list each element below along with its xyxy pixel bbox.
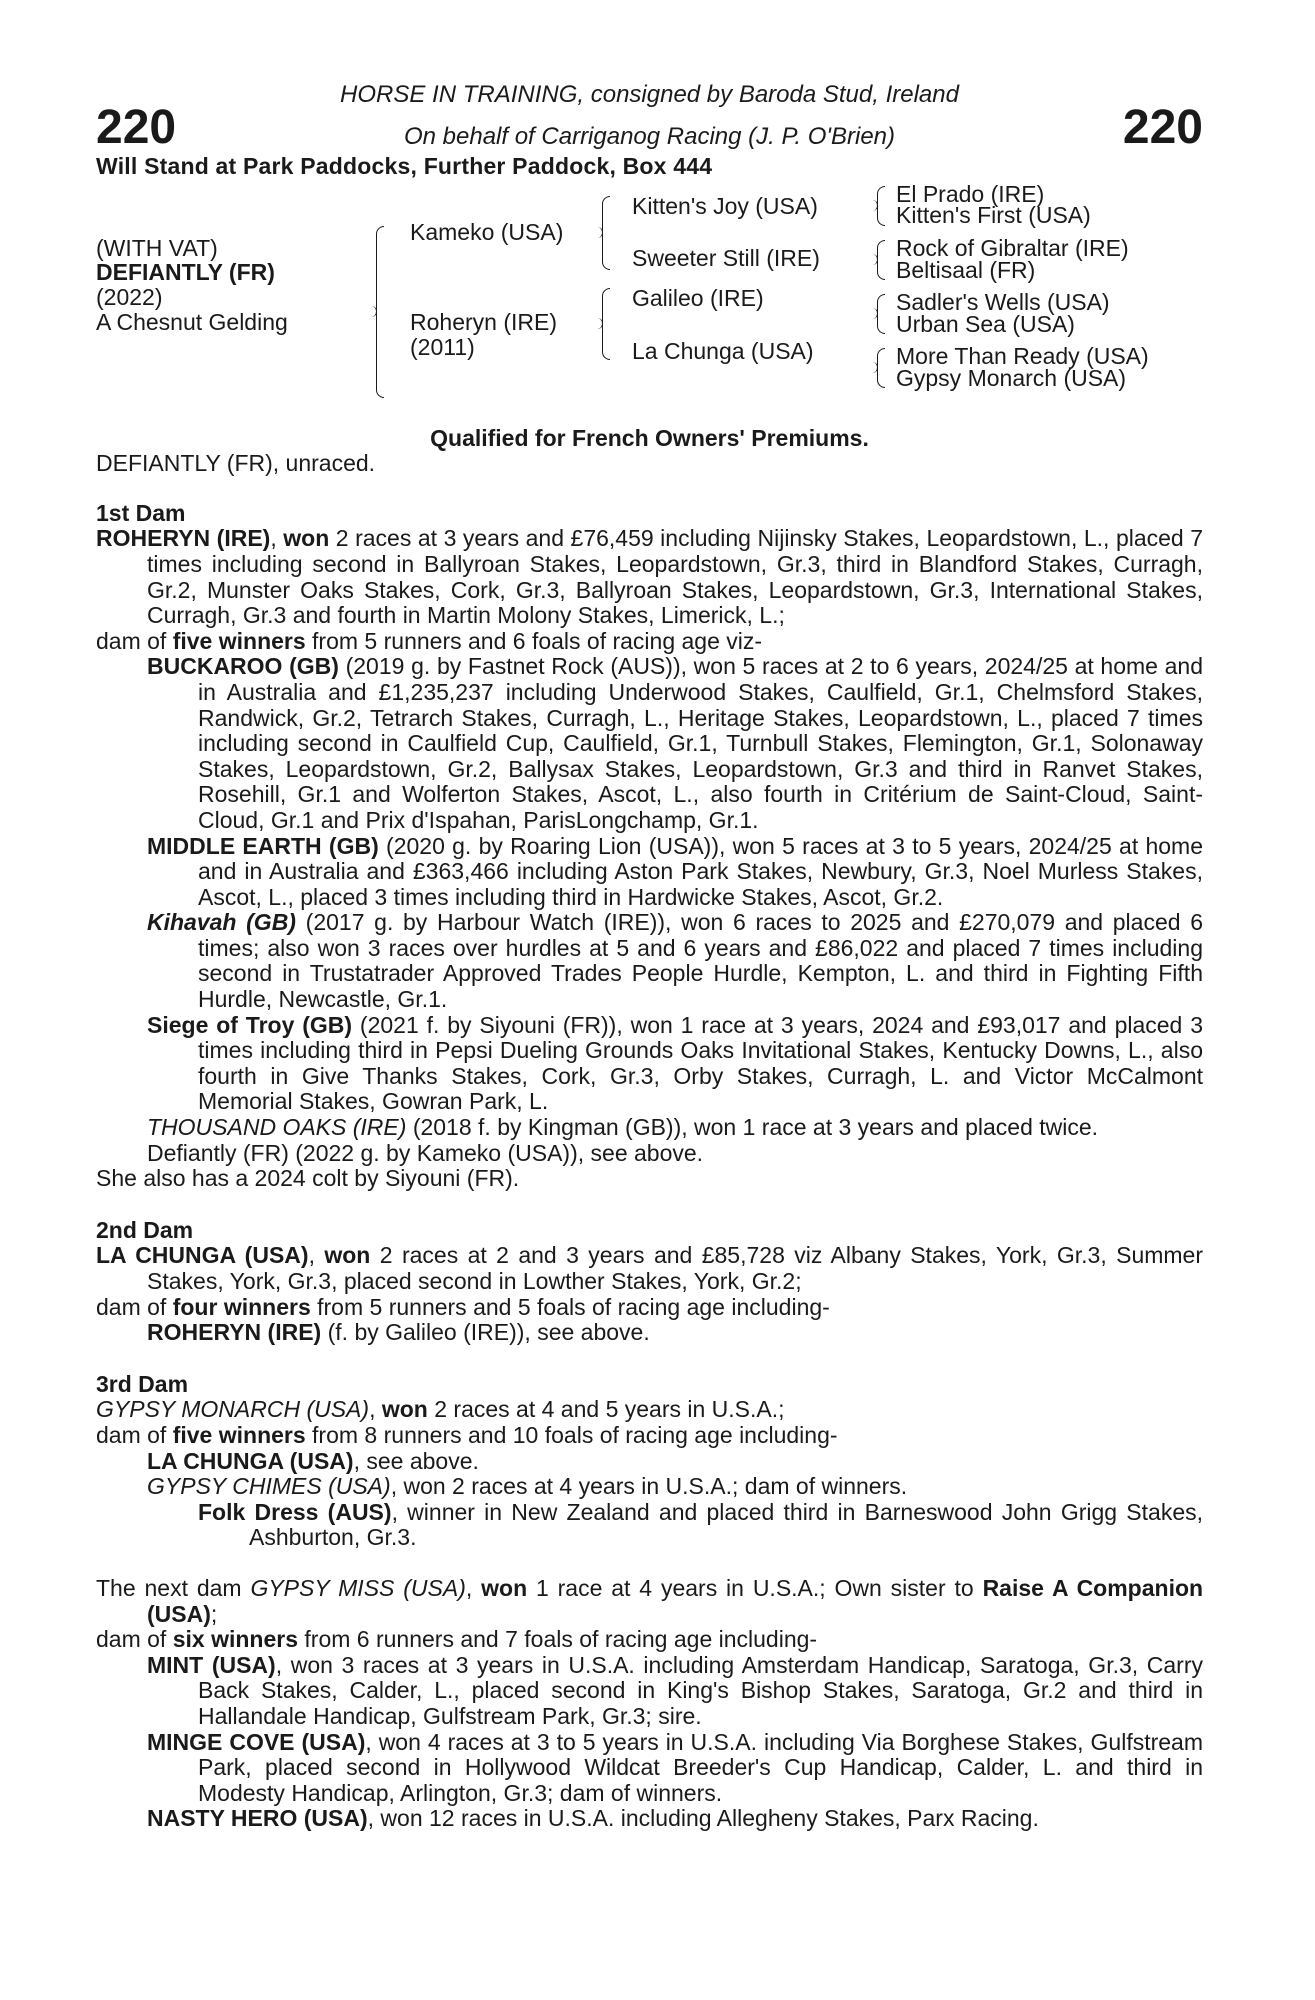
second-dam-record: LA CHUNGA (USA), won 2 races at 2 and 3 years and £85,728 viz Albany Stakes, York, Gr.3, Summer Stakes, York, Gr.3, placed second in Lowther Stakes, York, Gr.2; <box>96 1242 1204 1294</box>
catalogue-page <box>96 80 1203 1832</box>
runners-text: from 6 runners and 7 foals of racing age including- <box>304 1626 818 1653</box>
dam-year: (2011) <box>410 333 475 360</box>
progeny-text: (f. by Galileo (IRE)), see above. <box>327 1319 650 1346</box>
runners-text: from 5 runners and 5 foals of racing age including- <box>317 1293 830 1320</box>
progeny-text: , won 4 races at 3 to 5 years in U.S.A. including Via Borghese Stakes, Gulfstream Park, placed second in Hollywood Wildcat Breeder's Cup Handicap, Calder, L. and third in Modesty Handicap, Arlington, Gr.3; dam of winners. <box>198 1728 1203 1806</box>
progeny-entry <box>96 1449 1203 1475</box>
progeny-name: Siege of Troy (GB) <box>147 1011 353 1038</box>
ss-brace <box>877 186 885 226</box>
first-dam-record: ROHERYN (IRE), won 2 races at 3 years and £76,459 including Nijinsky Stakes, Leopardstown, L., placed 7 times including second in Ballyroan Stakes, Leopardstown, Gr.3, third in Blandford Stakes, Curragh, Gr.2, Munster Oaks Stakes, Cork, Gr.3, Ballyroan Stakes, Leopardstown, Gr.3, International Stakes, Curragh, Gr.3 and fourth in Martin Molony Stakes, Limerick, L.; <box>96 525 1204 629</box>
progeny-text: (2018 f. by Kingman (GB)), won 1 race at 3 years and placed twice. <box>412 1114 1099 1141</box>
won-label: won <box>324 1242 371 1269</box>
next-dam-name: GYPSY MISS (USA) <box>250 1574 466 1601</box>
sire-sire-sire: El Prado (IRE) <box>896 180 1045 207</box>
progeny-name: Folk Dress (AUS) <box>198 1498 392 1525</box>
behalf-line: On behalf of Carriganog Racing (J. P. O'Brien) <box>403 123 896 150</box>
won-label: won <box>283 525 330 552</box>
horse-year: (2022) <box>96 283 163 310</box>
first-dam-note: She also has a 2024 colt by Siyouni (FR). <box>96 1165 520 1192</box>
progeny-entry <box>96 1474 1203 1500</box>
progeny-name: MIDDLE EARTH (GB) <box>147 832 379 859</box>
progeny-text: (2019 g. by Fastnet Rock (AUS)), won 5 races at 2 to 6 years, 2024/25 at home and in Australia and £1,235,237 including Underwood Stakes, Caulfield, Gr.1, Chelmsford Stakes, Randwick, Gr.2, Tetrarch Stakes, Curragh, L., Heritage Stakes, Leopardstown, L., placed 7 times including second in Caulfield Cup, Caulfield, Gr.1, Turnbull Stakes, Flemington, Gr.1, Solonaway Stakes, Leopardstown, Gr.2, Ballysax Stakes, Leopardstown, Gr.3 and third in Ranvet Stakes, Rosehill, Gr.1 and Wolferton Stakes, Ascot, L., also fourth in Critérium de Saint-Cloud, Saint-Cloud, Gr.1 and Prix d'Ispahan, ParisLongchamp, Gr.1. <box>198 653 1204 833</box>
next-dam-text: 1 race at 4 years in U.S.A.; Own sister to <box>536 1574 974 1601</box>
horse-description: A Chesnut Gelding <box>96 308 288 335</box>
progeny-text: (2017 g. by Harbour Watch (IRE)), won 6 races to 2025 and £270,079 and placed 6 times; also won 3 races over hurdles at 5 and 6 years and £86,022 and placed 7 times including second in Trustatrader Approved Trades People Hurdle, Kempton, L. and third in Fighting Fifth Hurdle, Newcastle, Gr.1. <box>198 909 1204 1013</box>
progeny-name: GYPSY CHIMES (USA) <box>147 1473 391 1500</box>
progeny-name: NASTY HERO (USA) <box>147 1805 368 1832</box>
next-dam-produce <box>96 1627 1203 1653</box>
progeny-name: Kihavah (GB) <box>147 909 296 936</box>
runners-text: from 5 runners and 6 foals of racing age viz- <box>312 627 763 654</box>
grand-progeny-entry <box>96 1500 1203 1551</box>
dam-dam: La Chunga (USA) <box>632 337 814 364</box>
vat-label: (WITH VAT) <box>96 234 218 261</box>
progeny-name: Defiantly (FR) <box>147 1139 289 1166</box>
first-dam-text: 2 races at 3 years and £76,459 including Nijinsky Stakes, Leopardstown, L., placed 7 times including second in Ballyroan Stakes, Leopardstown, Gr.3, third in Blandford Stakes, Curragh, Gr.2, Munster Oaks Stakes, Cork, Gr.3, Ballyroan Stakes, Leopardstown, Gr.3, International Stakes, Curragh, Gr.3 and fourth in Martin Molony Stakes, Limerick, L.; <box>147 525 1204 629</box>
winners-count: five winners <box>172 627 306 654</box>
sire-dam-sire: Rock of Gibraltar (IRE) <box>896 234 1129 261</box>
dam-parents-brace <box>602 288 610 360</box>
dam-sire-sire: Sadler's Wells (USA) <box>896 288 1110 315</box>
won-label: won <box>481 1574 528 1601</box>
won-label: won <box>381 1396 428 1423</box>
progeny-text: , won 12 races in U.S.A. including Allegheny Stakes, Parx Racing. <box>367 1805 1039 1832</box>
progeny-name: MINT (USA) <box>147 1651 276 1678</box>
sire-sire: Kitten's Joy (USA) <box>632 192 818 219</box>
progeny-text: , winner in New Zealand and placed third in Barneswood John Grigg Stakes, Ashburton, Gr.3. <box>249 1498 1204 1551</box>
third-dam-text: 2 races at 4 and 5 years in U.S.A.; <box>434 1396 785 1423</box>
progeny-entry <box>96 1115 1203 1141</box>
dam-of-label: dam of <box>96 1626 167 1653</box>
progeny-text: (2021 f. by Siyouni (FR)), won 1 race at 3 years, 2024 and £93,017 and placed 3 times including third in Pepsi Dueling Grounds Oaks Invitational Stakes, Kentucky Downs, L., also fourth in Give Thanks Stakes, Cork, Gr.3, Orby Stakes, Curragh, L. and Victor McCalmont Memorial Stakes, Gowran Park, L. <box>198 1011 1204 1115</box>
progeny-entry <box>96 654 1203 833</box>
progeny-entry <box>96 1806 1203 1832</box>
sire: Kameko (USA) <box>410 218 564 245</box>
winners-count: five winners <box>172 1421 306 1448</box>
horse-name: DEFIANTLY (FR) <box>96 258 275 285</box>
second-dam-heading: 2nd Dam <box>96 1216 194 1243</box>
progeny-text: , won 3 races at 3 years in U.S.A. including Amsterdam Handicap, Saratoga, Gr.3, Carry Back Stakes, Calder, L., placed second in King's Bishop Stakes, Saratoga, Gr.2 and third in Hallandale Handicap, Gulfstream Park, Gr.3; sire. <box>198 1651 1203 1729</box>
sire-dam: Sweeter Still (IRE) <box>632 244 820 271</box>
dam-sire: Galileo (IRE) <box>632 284 764 311</box>
dam-sire-dam: Urban Sea (USA) <box>896 310 1075 337</box>
progeny-text: , see above. <box>353 1447 479 1474</box>
next-dam-label: The next dam <box>96 1574 242 1601</box>
sire-parents-brace <box>602 196 610 270</box>
qualification-note: Qualified for French Owners' Premiums. <box>430 424 869 451</box>
third-dam-name: GYPSY MONARCH (USA) <box>96 1396 370 1423</box>
winners-count: six winners <box>172 1626 298 1653</box>
dd-brace <box>877 348 885 388</box>
lot-number-right: 220 <box>1122 101 1203 154</box>
ds-brace <box>877 294 885 334</box>
page-header <box>96 80 1203 152</box>
progeny-text: (2020 g. by Roaring Lion (USA)), won 5 races at 3 to 5 years, 2024/25 at home and in Australia and £363,466 including Aston Park Stakes, Newbury, Gr.3, Noel Murless Stakes, Ascot, L., placed 3 times including third in Hardwicke Stakes, Ascot, Gr.2. <box>198 832 1204 910</box>
own-sister-name: Raise A Companion (USA) <box>147 1574 1204 1627</box>
second-dam-produce <box>96 1295 1203 1321</box>
third-dam-record: GYPSY MONARCH (USA), won 2 races at 4 and 5 years in U.S.A.; <box>96 1396 785 1423</box>
third-dam-heading: 3rd Dam <box>96 1370 189 1397</box>
progeny-entry <box>96 910 1203 1012</box>
first-dam-produce <box>96 629 1203 655</box>
sire-dam-brace <box>376 226 384 398</box>
dam-of-label: dam of <box>96 1293 167 1320</box>
progeny-name: ROHERYN (IRE) <box>147 1319 322 1346</box>
third-dam-produce <box>96 1423 1203 1449</box>
winners-count: four winners <box>172 1293 311 1320</box>
sd-brace <box>877 240 885 280</box>
spacer <box>96 1551 1203 1576</box>
progeny-name: MINGE COVE (USA) <box>147 1728 366 1755</box>
punctuation: ; <box>210 1600 218 1627</box>
pedigree-table <box>96 180 1203 422</box>
sire-dam-dam: Beltisaal (FR) <box>896 256 1036 283</box>
dam: Roheryn (IRE) <box>410 308 557 335</box>
progeny-entry <box>96 1013 1203 1115</box>
progeny-name: THOUSAND OAKS (IRE) <box>147 1114 407 1141</box>
progeny-text: (2022 g. by Kameko (USA)), see above. <box>295 1139 704 1166</box>
race-record: DEFIANTLY (FR), unraced. <box>96 450 376 477</box>
progeny-entry <box>96 1320 1203 1346</box>
dam-of-label: dam of <box>96 627 167 654</box>
first-dam-heading: 1st Dam <box>96 499 186 526</box>
progeny-text: , won 2 races at 4 years in U.S.A.; dam of winners. <box>390 1473 908 1500</box>
progeny-entry <box>96 1653 1203 1730</box>
first-dam-name: ROHERYN (IRE) <box>96 525 271 552</box>
dam-dam-sire: More Than Ready (USA) <box>896 342 1149 369</box>
stand-location: Will Stand at Park Paddocks, Further Paddock, Box 444 <box>96 153 713 179</box>
second-dam-text: 2 races at 2 and 3 years and £85,728 viz Albany Stakes, York, Gr.3, Summer Stakes, York, Gr.3, placed second in Lowther Stakes, York, Gr.2; <box>147 1242 1204 1294</box>
progeny-entry <box>96 1141 1203 1167</box>
dam-of-label: dam of <box>96 1421 167 1448</box>
progeny-entry <box>96 834 1203 911</box>
progeny-entry <box>96 1730 1203 1807</box>
consignment-line: HORSE IN TRAINING, consigned by Baroda Stud, Ireland <box>340 81 959 108</box>
dam-dam-dam: Gypsy Monarch (USA) <box>896 364 1127 391</box>
sire-sire-dam: Kitten's First (USA) <box>896 201 1091 228</box>
progeny-name: BUCKAROO (GB) <box>147 653 339 680</box>
runners-text: from 8 runners and 10 foals of racing age including- <box>312 1421 838 1448</box>
next-dam-record: The next dam GYPSY MISS (USA), won 1 race at 4 years in U.S.A.; Own sister to Raise A Companion (USA); <box>96 1574 1204 1627</box>
progeny-name: LA CHUNGA (USA) <box>147 1447 354 1474</box>
second-dam-name: LA CHUNGA (USA) <box>96 1242 309 1269</box>
lot-number-left: 220 <box>96 101 177 154</box>
